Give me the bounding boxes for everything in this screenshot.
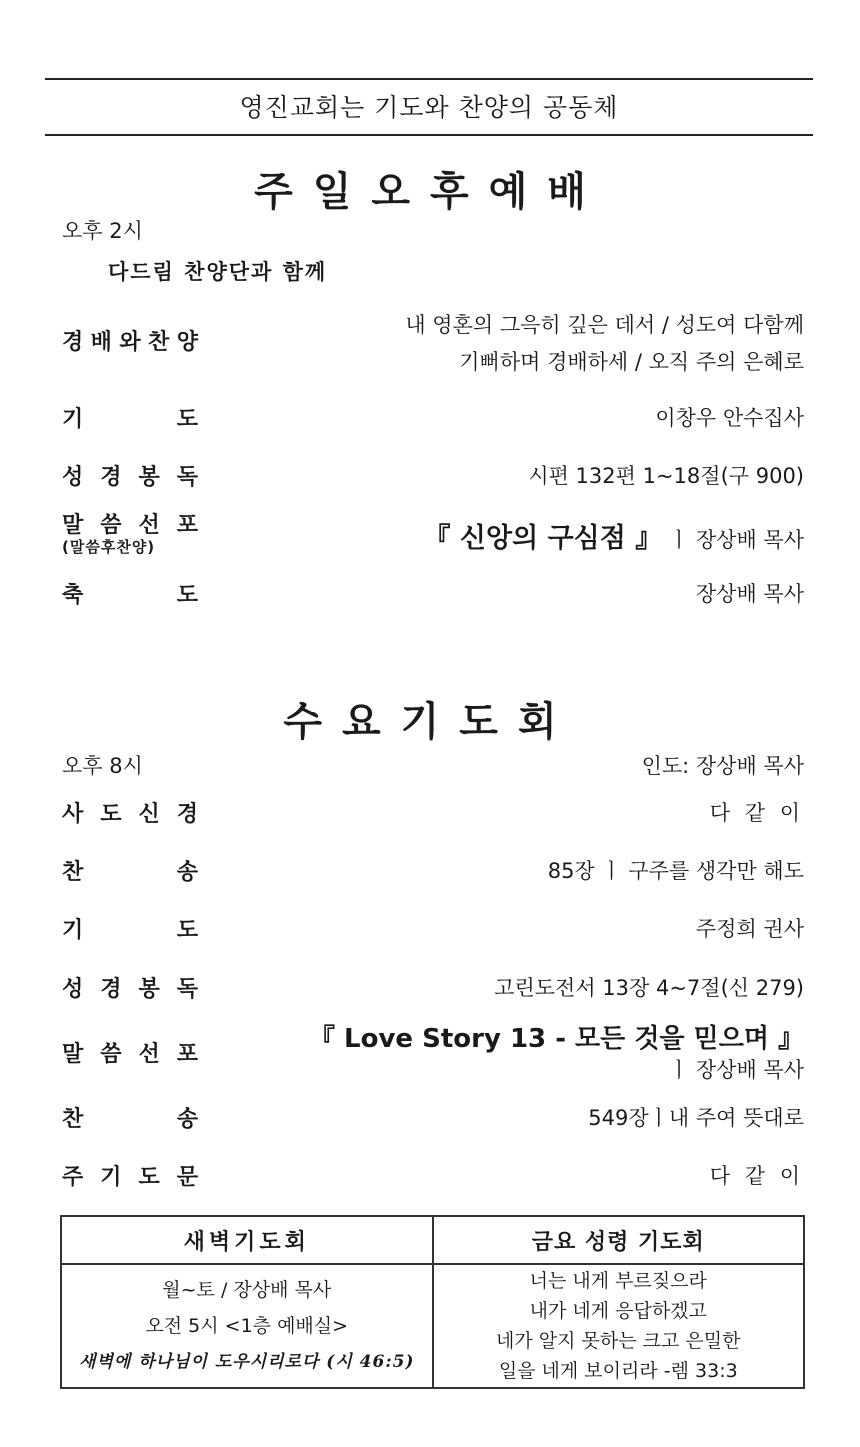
church-motto: 영진교회는 기도와 찬양의 공동체 xyxy=(239,93,619,122)
label-char: 양 xyxy=(176,330,198,355)
label-char: 포 xyxy=(176,513,198,538)
wednesday-service-title: 수요기도회 xyxy=(283,699,577,745)
w-hymn2-value: 549장ㅣ내 주여 뜻대로 xyxy=(588,1106,804,1130)
label-char: 경 xyxy=(62,330,84,355)
label-char: 씀 xyxy=(100,1042,122,1067)
w-sermon-preacher: ㅣ 장상배 목사 xyxy=(668,1058,804,1082)
label-char: 송 xyxy=(176,860,198,885)
friday-line: 네가 알지 못하는 크고 은밀한 xyxy=(496,1330,741,1352)
label-char: 도 xyxy=(176,407,198,432)
label-char: 선 xyxy=(138,1042,160,1067)
w-sermon-title: 『 Love Story 13 - 모든 것을 믿으며 』 xyxy=(309,1024,804,1054)
label-char: 기 xyxy=(62,407,84,432)
dawn-prayer-body xyxy=(62,1265,432,1387)
w-prayer-label xyxy=(62,913,198,944)
creed-value: 다 같 이 xyxy=(709,801,804,825)
sermon-label xyxy=(62,508,198,539)
label-char: 문 xyxy=(176,1165,198,1190)
label-char: 봉 xyxy=(138,977,160,1002)
reading-value: 시편 132편 1~18절(구 900) xyxy=(528,464,804,488)
label-char: 기 xyxy=(100,1165,122,1190)
label-char: 찬 xyxy=(62,860,84,885)
w-reading-label xyxy=(62,972,198,1003)
label-char: 포 xyxy=(176,1042,198,1067)
label-char: 배 xyxy=(90,330,112,355)
dawn-prayer-box xyxy=(62,1217,432,1387)
friday-line: 너는 내게 부르짖으라 xyxy=(529,1270,707,1292)
prayer-value: 이창우 안수집사 xyxy=(655,406,804,430)
sermon-value xyxy=(424,516,804,555)
label-char: 봉 xyxy=(138,465,160,490)
label-char: 축 xyxy=(62,583,84,608)
label-char: 독 xyxy=(176,977,198,1002)
label-char: 말 xyxy=(62,513,84,538)
friday-prayer-body xyxy=(434,1265,804,1387)
sermon-preacher: ㅣ 장상배 목사 xyxy=(668,528,804,552)
lords-prayer-label xyxy=(62,1160,198,1191)
dawn-verse: 새벽에 하나님이 도우시리로다 (시 46:5) xyxy=(79,1352,415,1372)
label-char: 성 xyxy=(62,465,84,490)
hymn-value: 85장 ㅣ 구주를 생각만 해도 xyxy=(547,859,804,883)
w-hymn2-label xyxy=(62,1102,198,1133)
friday-line: 일을 네게 보이리라 -렘 33:3 xyxy=(498,1360,738,1382)
sermon-title: 『 신앙의 구심점 』 xyxy=(423,523,663,554)
sunday-time: 오후 2시 xyxy=(62,219,143,243)
label-char: 주 xyxy=(62,1165,84,1190)
hymn-label xyxy=(62,855,198,886)
label-char: 씀 xyxy=(100,513,122,538)
info-boxes xyxy=(60,1215,805,1389)
friday-line: 내가 네게 응답하겠고 xyxy=(529,1300,707,1322)
label-char: 경 xyxy=(100,977,122,1002)
label-char: 송 xyxy=(176,1107,198,1132)
sermon-sublabel: (말씀후찬양) xyxy=(62,538,156,556)
label-char: 사 xyxy=(62,802,84,827)
w-prayer-value: 주정희 권사 xyxy=(695,917,804,941)
wednesday-time: 오후 8시 xyxy=(62,754,143,778)
label-char: 말 xyxy=(62,1042,84,1067)
w-reading-value: 고린도전서 13장 4~7절(신 279) xyxy=(494,976,804,1000)
motto-rule xyxy=(45,134,813,136)
label-char: 기 xyxy=(62,918,84,943)
lords-prayer-value: 다 같 이 xyxy=(709,1164,804,1188)
prayer-label xyxy=(62,402,198,433)
dawn-line: 오전 5시 <1층 예배실> xyxy=(145,1315,349,1337)
label-char: 도 xyxy=(100,802,122,827)
label-char: 와 xyxy=(119,330,141,355)
worship-line-2: 기뻐하며 경배하세 / 오직 주의 은혜로 xyxy=(459,350,804,374)
worship-line-1: 내 영혼의 그윽히 깊은 데서 / 성도여 다함께 xyxy=(405,313,804,337)
label-char: 신 xyxy=(138,802,160,827)
dawn-line: 월~토 / 장상배 목사 xyxy=(162,1279,332,1301)
benediction-label xyxy=(62,578,198,609)
sunday-service-title: 주일오후예배 xyxy=(254,169,606,215)
benediction-value: 장상배 목사 xyxy=(695,582,804,606)
reading-label xyxy=(62,460,198,491)
wednesday-leader: 인도: 장상배 목사 xyxy=(641,754,804,778)
label-char: 경 xyxy=(100,465,122,490)
label-char: 도 xyxy=(176,918,198,943)
dawn-prayer-title: 새벽기도회 xyxy=(62,1217,432,1265)
label-char: 찬 xyxy=(62,1107,84,1132)
top-rule xyxy=(45,78,813,80)
w-sermon-label xyxy=(62,1037,198,1068)
creed-label xyxy=(62,797,198,828)
sunday-subtitle: 다드림 찬양단과 함께 xyxy=(108,260,328,284)
worship-label xyxy=(62,325,198,356)
label-char: 찬 xyxy=(148,330,170,355)
label-char: 성 xyxy=(62,977,84,1002)
label-char: 도 xyxy=(176,583,198,608)
label-char: 선 xyxy=(138,513,160,538)
friday-prayer-box xyxy=(432,1217,804,1387)
label-char: 도 xyxy=(138,1165,160,1190)
friday-prayer-title: 금요 성령 기도회 xyxy=(434,1217,804,1265)
label-char: 독 xyxy=(176,465,198,490)
label-char: 경 xyxy=(176,802,198,827)
